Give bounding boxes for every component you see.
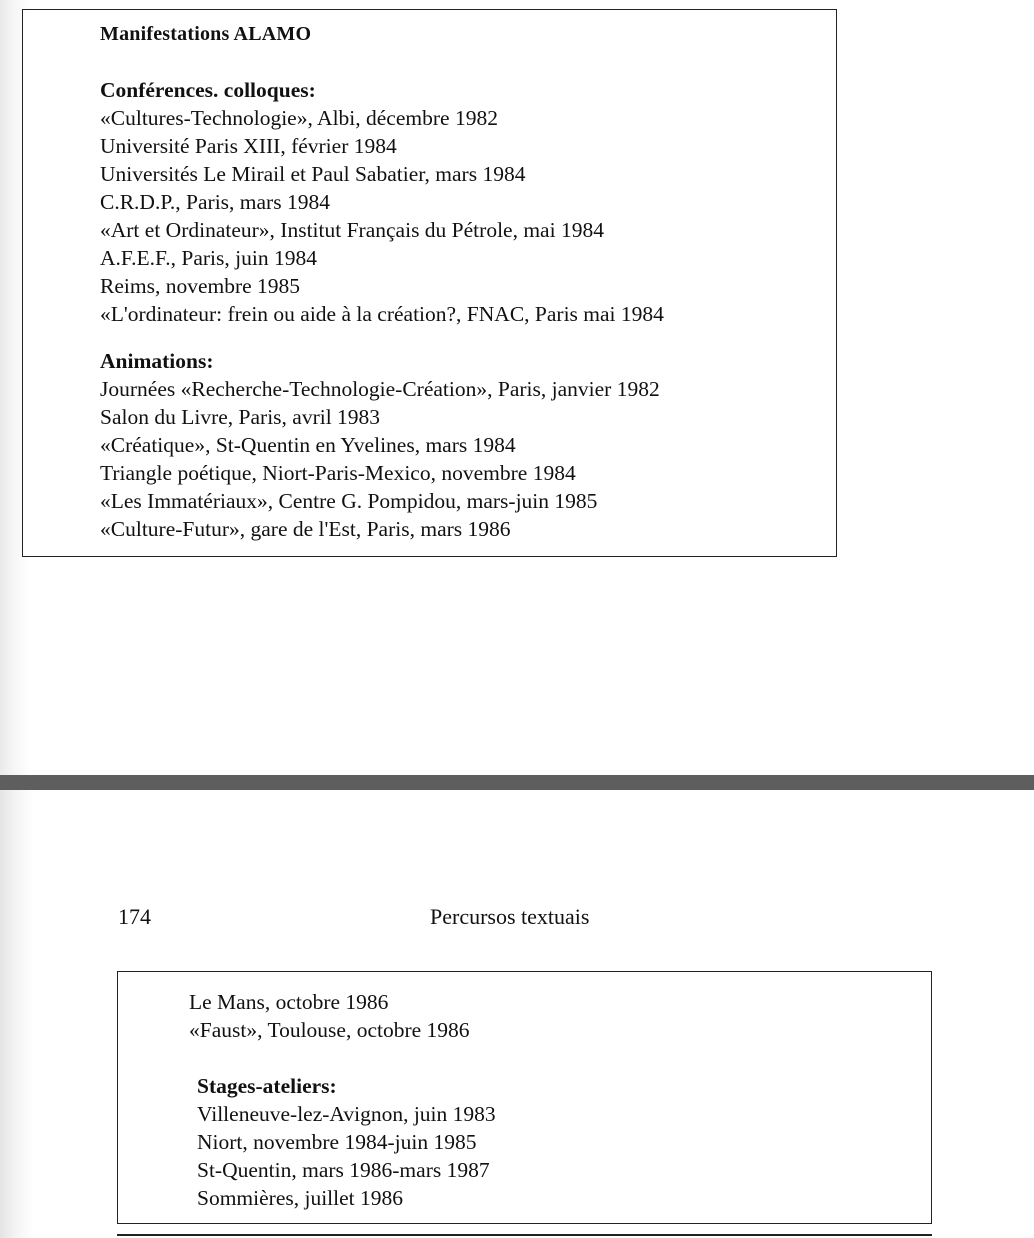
- section-heading-conferences: Conférences. colloques:: [100, 78, 316, 102]
- list-item: Universités Le Mirail et Paul Sabatier, mars 1984: [100, 162, 526, 186]
- list-item: «Culture-Futur», gare de l'Est, Paris, mars 1986: [100, 517, 511, 541]
- list-item: A.F.E.F., Paris, juin 1984: [100, 246, 317, 270]
- list-item: C.R.D.P., Paris, mars 1984: [100, 190, 330, 214]
- list-item: «Les Immatériaux», Centre G. Pompidou, mars-juin 1985: [100, 489, 598, 513]
- list-item: Journées «Recherche-Technologie-Création», Paris, janvier 1982: [100, 377, 660, 401]
- page-divider: [0, 775, 1034, 790]
- list-item: «Créatique», St-Quentin en Yvelines, mars 1984: [100, 433, 516, 457]
- list-item: Villeneuve-lez-Avignon, juin 1983: [197, 1102, 496, 1126]
- list-item: Sommières, juillet 1986: [197, 1186, 404, 1210]
- list-item: Reims, novembre 1985: [100, 274, 301, 298]
- running-title: Percursos textuais: [430, 904, 590, 929]
- page-number: 174: [118, 904, 151, 929]
- section-heading-animations: Animations:: [100, 349, 214, 373]
- list-item: Université Paris XIII, février 1984: [100, 134, 397, 158]
- continued-box: [117, 971, 932, 1224]
- box-title: Manifestations ALAMO: [100, 23, 312, 45]
- list-item: St-Quentin, mars 1986-mars 1987: [197, 1158, 490, 1182]
- list-item: Triangle poétique, Niort-Paris-Mexico, novembre 1984: [100, 461, 576, 485]
- list-item: «L'ordinateur: frein ou aide à la création?, FNAC, Paris mai 1984: [100, 302, 664, 326]
- manifestations-box: [22, 9, 837, 557]
- section-heading-stages: Stages-ateliers:: [197, 1074, 337, 1098]
- bottom-rule: [117, 1234, 932, 1236]
- list-item: Niort, novembre 1984-juin 1985: [197, 1130, 477, 1154]
- list-item: «Faust», Toulouse, octobre 1986: [189, 1018, 470, 1042]
- list-item: Salon du Livre, Paris, avril 1983: [100, 405, 381, 429]
- list-item: «Art et Ordinateur», Institut Français du Pétrole, mai 1984: [100, 218, 604, 242]
- list-item: Le Mans, octobre 1986: [189, 990, 389, 1014]
- list-item: «Cultures-Technologie», Albi, décembre 1982: [100, 106, 498, 130]
